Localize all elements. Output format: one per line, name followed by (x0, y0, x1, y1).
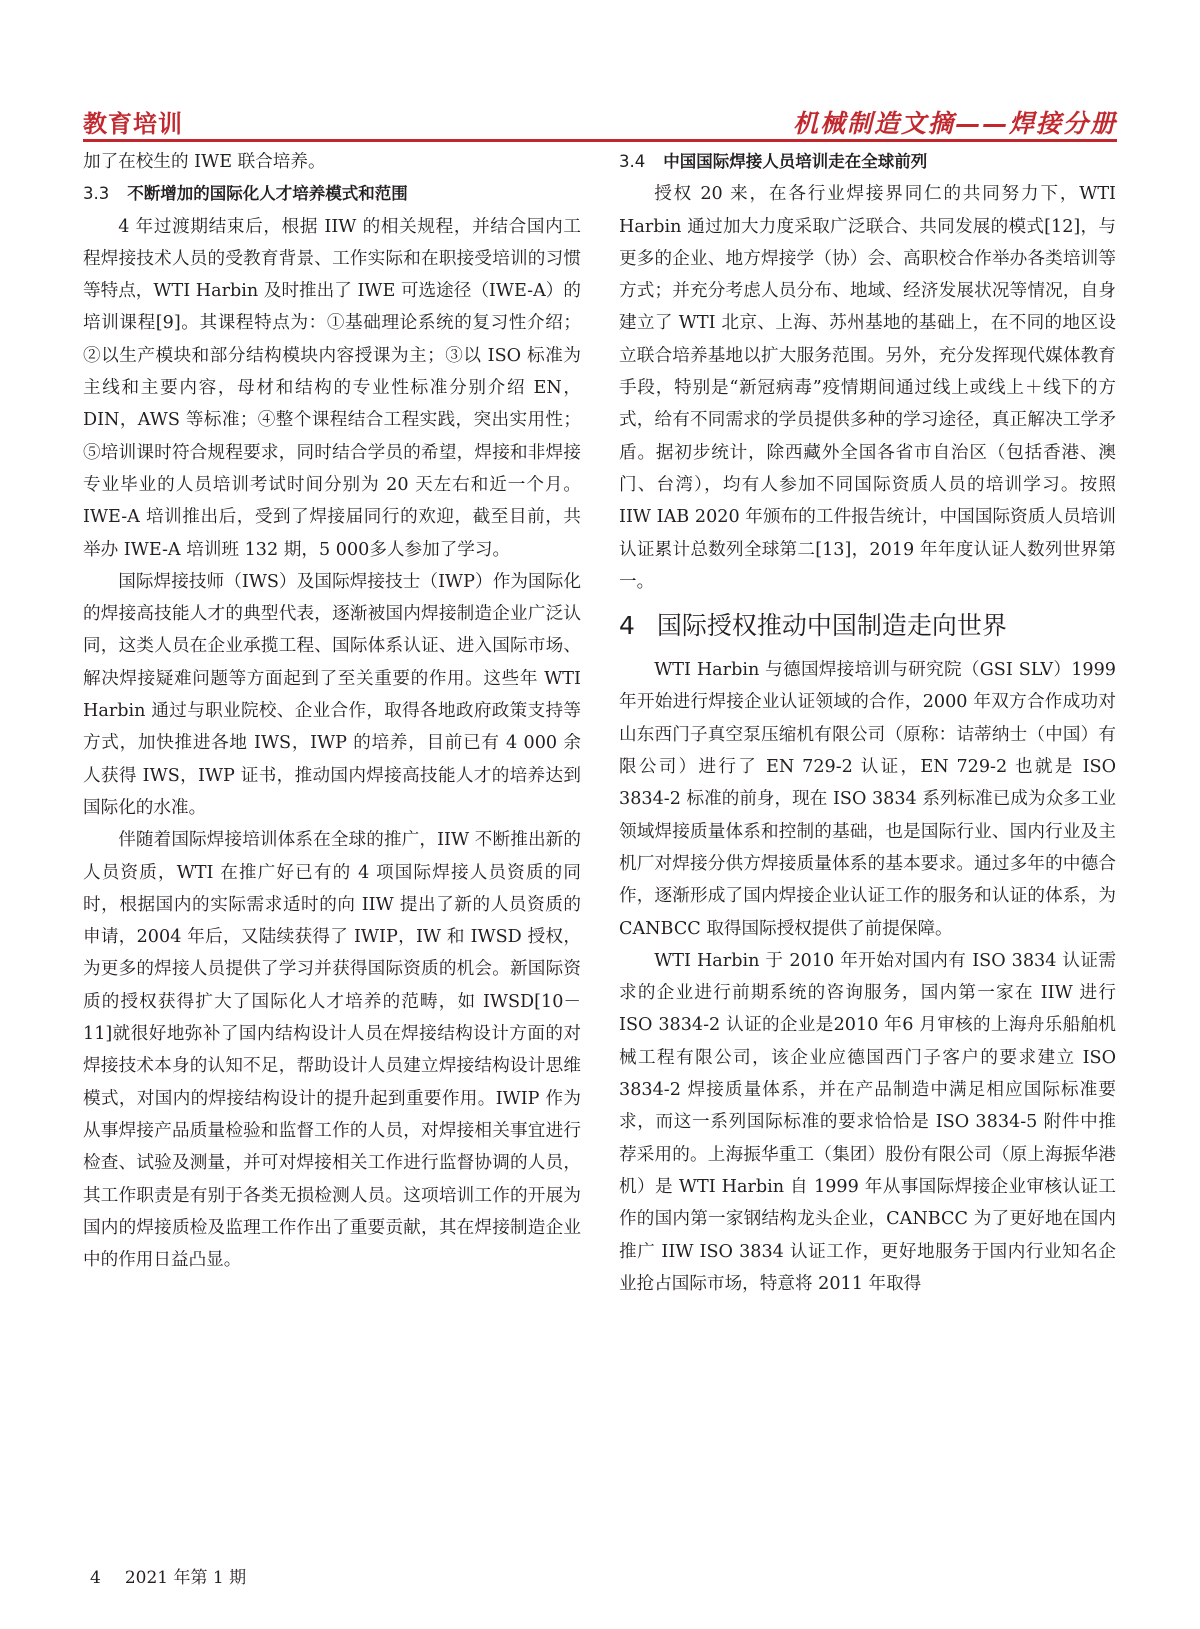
paragraph: WTI Harbin 于 2010 年开始对国内有 ISO 3834 认证需求的企业进行前期系统的咨询服务，国内第一家在 IIW 进行 ISO 3834-2 认证的企业是2010 年6 月审核的上海舟乐船舶机械工程有限公司，该企业应德国西门子客户的要求建立 ISO 3834-2 焊接质量体系，并在产品制造中满足相应国际标准要求，而这一系列国际标准的要求恰恰是 ISO 3834-5 附件中推荐采用的。上海振华重工（集团）股份有限公司（原上海振华港机）是 WTI Harbin 自 1999 年从事国际焊接企业审核认证工作的国内第一家钢结构龙头企业，CANBCC 为了更好地在国内推广 IIW ISO 3834 认证工作，更好地服务于国内行业知名企业抢占国际市场，特意将 2011 年取得 (619, 950, 1116, 1294)
paragraph: 授权 20 来，在各行业焊接界同仁的共同努力下，WTI Harbin 通过加大力度采取广泛联合、共同发展的模式[12]，与更多的企业、地方焊接学（协）会、高职校合作举办各类培训等方式；并充分考虑人员分布、地域、经济发展状况等情况，自身建立了 WTI 北京、上海、苏州基地的基础上，在不同的地区设立联合培养基地以扩大服务范围。另外，充分发挥现代媒体教育手段，特别是“新冠病毒”疫情期间通过线上或线上＋线下的方式，给有不同需求的学员提供多种的学习途径，真正解决工学矛盾。据初步统计，除西藏外全国各省市自治区（包括香港、澳门、台湾），均有人参加不同国际资质人员的培训学习。按照 IIW IAB 2020 年颁布的工件报告统计，中国国际资质人员培训认证累计总数列全球第二[13]，2019 年年度认证人数列世界第一。 (619, 184, 1116, 592)
subheading-number: 3.4 (619, 152, 646, 171)
subheading-title: 中国国际焊接人员培训走在全球前列 (663, 152, 928, 171)
subheading-title: 不断增加的国际化人才培养模式和范围 (127, 184, 408, 204)
subheading-3-4 (619, 146, 1116, 178)
paragraph: 国际焊接技师（IWS）及国际焊接技士（IWP）作为国际化的焊接高技能人才的典型代表，逐渐被国内焊接制造企业广泛认同，这类人员在企业承揽工程、国际体系认证、进入国际市场、解决焊接疑难问题等方面起到了至关重要的作用。这些年 WTI Harbin 通过与职业院校、企业合作，取得各地政府政策支持等方式，加快推进各地 IWS，IWP 的培养，目前已有 4 000 余人获得 IWS，IWP 证书，推动国内焊接高技能人才的培养达到国际化的水准。 (83, 571, 581, 818)
continued-paragraph: 加了在校生的 IWE 联合培养。 (83, 152, 326, 172)
subheading-number: 3.3 (83, 184, 110, 204)
section-title: 国际授权推动中国制造走向世界 (656, 611, 1007, 641)
page-header (83, 104, 1117, 138)
issue-label: 2021 年第 1 期 (124, 1568, 247, 1588)
section-label: 教育培训 (83, 110, 183, 138)
subheading-3-3 (83, 178, 581, 210)
section-number: 4 (619, 611, 635, 641)
paragraph: WTI Harbin 与德国焊接培训与研究院（GSI SLV）1999 年开始进行焊接企业认证领域的合作，2000 年双方合作成功对山东西门子真空泵压缩机有限公司（原称：诘蒂纳士（中国）有限公司）进行了 EN 729-2 认证，EN 729-2 也就是 ISO 3834-2 标准的前身，现在 ISO 3834 系列标准已成为众多工业领域焊接质量体系和控制的基础，也是国际行业、国内行业及主机厂对焊接分供方焊接质量体系的基本要求。通过多年的中德合作，逐渐形成了国内焊接企业认证工作的服务和认证的体系，为 CANBCC 取得国际授权提供了前提保障。 (619, 660, 1116, 939)
page-footer (90, 1563, 246, 1588)
paragraph: 4 年过渡期结束后，根据 IIW 的相关规程，并结合国内工程焊接技术人员的受教育背景、工作实际和在职接受培训的习惯等特点，WTI Harbin 及时推出了 IWE 可选途径（IWE-A）的培训课程[9]。其课程特点为：①基础理论系统的复习性介绍；②以生产模块和部分结构模块内容授课为主；③以 ISO 标准为主线和主要内容，母材和结构的专业性标准分别介绍 EN，DIN，AWS 等标准；④整个课程结合工程实践，突出实用性；⑤培训课时符合规程要求，同时结合学员的希望，焊接和非焊接专业毕业的人员培训考试时间分别为 20 天左右和近一个月。IWE-A 培训推出后，受到了焊接届同行的欢迎，截至目前，共举办 IWE-A 培训班 132 期，5 000多人参加了学习。 (83, 216, 581, 560)
section-heading-4 (619, 604, 1116, 648)
right-column (619, 146, 1116, 1300)
header-rule (83, 139, 1117, 142)
left-column (83, 146, 581, 1276)
journal-title: 机械制造文摘——焊接分册 (792, 109, 1117, 138)
page-number: 4 (90, 1568, 101, 1588)
paragraph: 伴随着国际焊接培训体系在全球的推广，IIW 不断推出新的人员资质，WTI 在推广好已有的 4 项国际焊接人员资质的同时，根据国内的实际需求适时的向 IIW 提出了新的人员资质的申请，2004 年后，又陆续获得了 IWIP，IW 和 IWSD 授权，为更多的焊接人员提供了学习并获得国际资质的机会。新国际资质的授权获得扩大了国际化人才培养的范畴，如 IWSD[10－11]就很好地弥补了国内结构设计人员在焊接结构设计方面的对焊接技术本身的认知不足，帮助设计人员建立焊接结构设计思维模式，对国内的焊接结构设计的提升起到重要作用。IWIP 作为从事焊接产品质量检验和监督工作的人员，对焊接相关事宜进行检查、试验及测量，并可对焊接相关工作进行监督协调的人员，其工作职责是有别于各类无损检测人员。这项培训工作的开展为国内的焊接质检及监理工作作出了重要贡献，其在焊接制造企业中的作用日益凸显。 (83, 830, 581, 1271)
